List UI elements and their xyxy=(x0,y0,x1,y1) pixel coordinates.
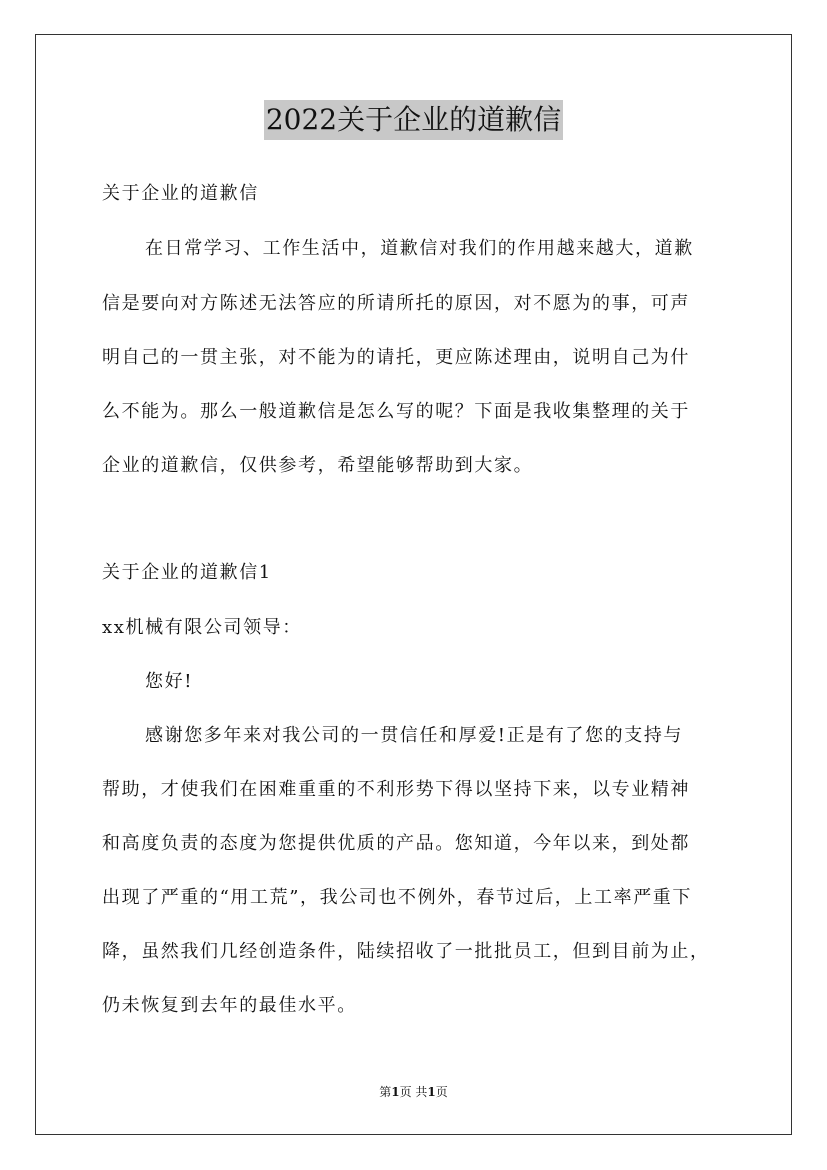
body-line-6: 仍未恢复到去年的最佳水平。 xyxy=(102,995,357,1016)
intro-line-5: 企业的道歉信，仅供参考，希望能够帮助到大家。 xyxy=(102,455,534,476)
intro-line-4: 么不能为。那么一般道歉信是怎么写的呢？下面是我收集整理的关于 xyxy=(102,401,690,422)
section-heading: 关于企业的道歉信1 xyxy=(102,562,272,583)
intro-line-1: 在日常学习、工作生活中，道歉信对我们的作用越来越大，道歉 xyxy=(145,238,694,259)
page-footer xyxy=(0,1084,827,1100)
body-line-5: 降，虽然我们几经创造条件，陆续招收了一批批员工，但到目前为止， xyxy=(102,941,710,962)
page-suffix: 页 xyxy=(435,1085,448,1099)
page-total: 1 xyxy=(427,1085,436,1099)
body-line-4: 出现了严重的“用工荒”，我公司也不例外，春节过后，上工率严重下 xyxy=(102,887,693,908)
intro-line-3: 明自己的一贯主张，对不能为的请托，更应陈述理由，说明自己为什 xyxy=(102,347,690,368)
body-line-2: 帮助，才使我们在困难重重的不利形势下得以坚持下来，以专业精神 xyxy=(102,779,690,800)
intro-line-2: 信是要向对方陈述无法答应的所请所托的原因，对不愿为的事，可声 xyxy=(102,293,690,314)
body-line-1: 感谢您多年来对我公司的一贯信任和厚爱!正是有了您的支持与 xyxy=(145,725,684,746)
body-line-3: 和高度负责的态度为您提供优质的产品。您知道，今年以来，到处都 xyxy=(102,833,690,854)
page-prefix: 第 xyxy=(379,1085,392,1099)
document-title: 2022关于企业的道歉信 xyxy=(264,100,563,140)
page-mid: 页 共 xyxy=(399,1085,428,1099)
page-number: 1 xyxy=(391,1085,400,1099)
document-subtitle: 关于企业的道歉信 xyxy=(102,183,259,204)
title-container xyxy=(0,100,827,140)
greeting: 您好! xyxy=(145,671,194,692)
salutation: xx机械有限公司领导： xyxy=(102,617,302,638)
